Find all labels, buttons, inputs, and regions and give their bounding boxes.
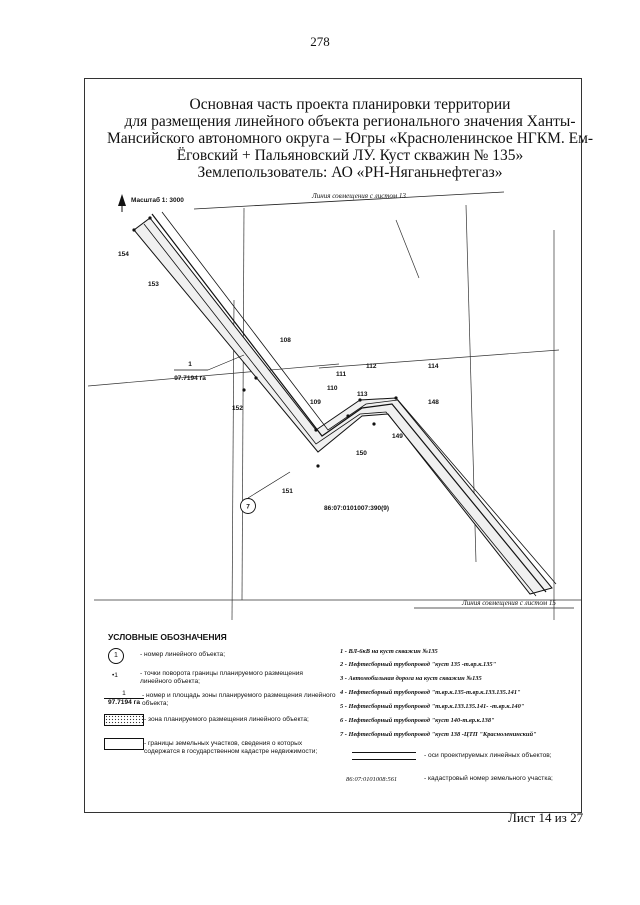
zone-number: 1	[188, 361, 192, 368]
legend-axes-icon	[352, 752, 416, 760]
point-label: 153	[148, 281, 159, 288]
legend-text: - номер линейного объекта;	[140, 651, 226, 658]
match-line-bottom-label: Линия совмещения с листом 15	[462, 599, 556, 607]
legend-object-item: 7 - Нефтесборный трубопровод "куст 138 -ЦТП "Красноленинский"	[340, 731, 537, 738]
point-label: 152	[232, 405, 243, 412]
legend-object-item: 2 - Нефтесборный трубопровод "куст 135 -т.вр.к.135"	[340, 661, 497, 668]
legend-object-item: 1 - ВЛ-6кВ на куст скважин №135	[340, 648, 438, 655]
map-scale: Масштаб 1: 3000	[131, 197, 184, 204]
point-label: 114	[428, 363, 439, 370]
legend-object-item: 5 - Нефтесборный трубопровод "т.вр.к.133.135.141- -т.вр.к.140"	[340, 703, 525, 710]
sheet-count: Лист 14 из 27	[508, 810, 584, 825]
title-line: Землепользователь: АО «РН-Няганьнефтегаз»	[197, 164, 503, 181]
point-label: 109	[310, 399, 321, 406]
legend-object-item: 3 - Автомобильная дорога на куст скважин №135	[340, 675, 482, 682]
map-drawing	[84, 190, 582, 620]
object-number: 7	[246, 503, 250, 511]
legend-text: - точки поворота границы планируемого размещения линейного объекта;	[140, 670, 303, 685]
point-label: 150	[356, 450, 367, 457]
point-label: 112	[366, 363, 377, 370]
legend-zone-symbol-area: 97.7194 га	[107, 699, 141, 706]
legend-zone-symbol	[104, 690, 144, 707]
point-label: 151	[282, 488, 293, 495]
legend-axes-text: - оси проектируемых линейных объектов;	[424, 752, 552, 759]
match-line-top-label: Линия совмещения с листом 13	[312, 192, 406, 200]
point-label: 148	[428, 399, 439, 406]
point-label: 149	[392, 433, 403, 440]
planned-zone	[134, 218, 552, 594]
legend-text: - границы земельных участков, сведения о которых содержатся в государственном кадастре недвижимости;	[144, 740, 318, 755]
north-arrow-icon	[118, 194, 126, 212]
title-line: Основная часть проекта планировки территории	[189, 96, 511, 113]
page-number: 278	[310, 34, 330, 49]
point-label: 110	[327, 385, 338, 392]
legend-object-item: 6 - Нефтесборный трубопровод "куст 140-т.вр.к.138"	[340, 717, 495, 724]
point-label: 108	[280, 337, 291, 344]
legend-point-symbol: •1	[112, 672, 118, 679]
title-line: для размещения линейного объекта регионального значения Ханты-	[124, 113, 576, 130]
legend-zone-symbol-number: 1	[104, 690, 144, 699]
legend-object-number-icon: 1	[108, 648, 124, 664]
title-line: Ёговский + Пальяновский ЛУ. Куст скважин № 135»	[176, 147, 524, 164]
legend-text: - номер и площадь зоны планируемого размещения линейного объекта;	[142, 692, 336, 707]
point-label: 154	[118, 251, 129, 258]
title-line: Мансийского автономного округа – Югры «Красноленинское НГКМ. Ем-	[106, 130, 594, 147]
point-label: 113	[357, 391, 368, 398]
legend-title: УСЛОВНЫЕ ОБОЗНАЧЕНИЯ	[108, 632, 227, 642]
legend-object-item: 4 - Нефтесборный трубопровод "т.вр.к.135-т.вр.к.133.135.141"	[340, 689, 521, 696]
legend-parcel-boundary-icon	[104, 738, 144, 750]
legend-cadastral-text: - кадастровый номер земельного участка;	[424, 775, 553, 782]
legend-text: - зона планируемого размещения линейного объекта;	[144, 716, 309, 723]
cadastral-number: 86:07:0101007:390(9)	[324, 505, 390, 512]
point-label: 111	[336, 371, 347, 378]
legend-cadastral-sample: 86:07:0101008:561	[346, 776, 398, 783]
legend-zone-fill-icon	[104, 714, 144, 726]
document-title	[100, 96, 600, 181]
zone-area: 97.7194 га	[174, 375, 206, 382]
